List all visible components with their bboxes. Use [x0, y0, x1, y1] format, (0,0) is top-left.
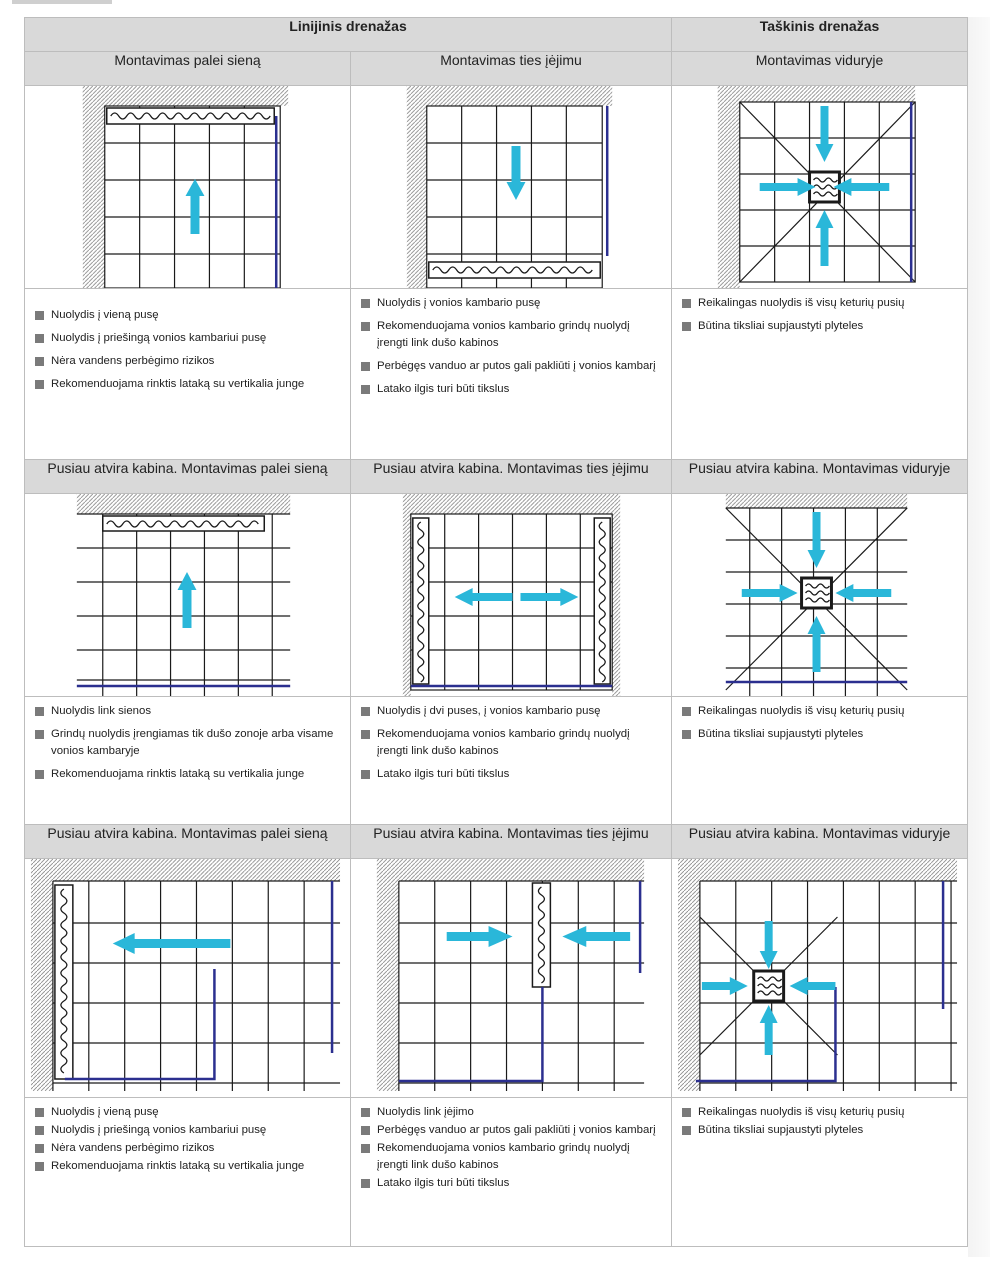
header-point-drainage: Taškinis drenažas: [672, 18, 968, 52]
drainage-table: [24, 17, 968, 1247]
row3-col1-diagram: [25, 859, 351, 1098]
note: Nuolydis į dvi puses, į vonios kambario pusę: [361, 703, 663, 720]
row2-col2-notes: [351, 697, 672, 825]
note: Reikalingas nuolydis iš visų keturių pusių: [682, 703, 959, 720]
diagram-half-open-side-entrance: [351, 859, 671, 1097]
note: Rekomenduojama rinktis lataką su vertikalia junge: [35, 766, 342, 783]
row3-col3-diagram: [672, 859, 968, 1098]
diagram-half-open-center: [672, 494, 967, 696]
row3-col1-title: Pusiau atvira kabina. Montavimas palei sieną: [25, 825, 351, 859]
diagram-half-open-side-center: [672, 859, 967, 1097]
row2-col3-title: Pusiau atvira kabina. Montavimas viduryje: [672, 460, 968, 494]
note: Rekomenduojama vonios kambario grindų nuolydį įrengti link dušo kabinos: [361, 318, 663, 352]
note: Nuolydis į vieną pusę: [35, 307, 342, 324]
linear-drain-channel: [429, 262, 600, 278]
diagram-center-point-drain: [672, 86, 967, 288]
note: Nėra vandens perbėgimo rizikos: [35, 1140, 342, 1157]
note: Nuolydis link sienos: [35, 703, 342, 720]
note: Reikalingas nuolydis iš visų keturių pusių: [682, 295, 959, 312]
row1-col2-diagram: [351, 86, 672, 289]
row1-col2-notes: [351, 289, 672, 460]
note: Rekomenduojama rinktis lataką su vertikalia junge: [35, 1158, 342, 1175]
note: Nėra vandens perbėgimo rizikos: [35, 353, 342, 370]
diagram-half-open-wall: [25, 494, 350, 696]
note: Nuolydis link įėjimo: [361, 1104, 663, 1121]
note: Perbėgęs vanduo ar putos gali pakliūti į vonios kambarį: [361, 358, 663, 375]
note: Perbėgęs vanduo ar putos gali pakliūti į vonios kambarį: [361, 1122, 663, 1139]
note: Rekomenduojama vonios kambario grindų nuolydį įrengti link dušo kabinos: [361, 1140, 663, 1174]
row1-col3-diagram: [672, 86, 968, 289]
row2-col3-notes: [672, 697, 968, 825]
row3-col2-notes: [351, 1098, 672, 1247]
row2-col3-diagram: [672, 494, 968, 697]
note: Latako ilgis turi būti tikslus: [361, 381, 663, 398]
row2-col1-diagram: [25, 494, 351, 697]
note: Rekomenduojama rinktis lataką su vertikalia junge: [35, 376, 342, 393]
row1-col3-title: Montavimas viduryje: [672, 52, 968, 86]
note: Nuolydis į priešingą vonios kambariui pusę: [35, 1122, 342, 1139]
row2-col2-title: Pusiau atvira kabina. Montavimas ties įėjimu: [351, 460, 672, 494]
row3-col2-title: Pusiau atvira kabina. Montavimas ties įėjimu: [351, 825, 672, 859]
row1-col1-title: Montavimas palei sieną: [25, 52, 351, 86]
row2-col1-title: Pusiau atvira kabina. Montavimas palei sieną: [25, 460, 351, 494]
row3-col2-diagram: [351, 859, 672, 1098]
note: Būtina tiksliai supjaustyti plyteles: [682, 726, 959, 743]
note: Nuolydis į vieną pusę: [35, 1104, 342, 1121]
note: Rekomenduojama vonios kambario grindų nuolydį įrengti link dušo kabinos: [361, 726, 663, 760]
row3-col3-title: Pusiau atvira kabina. Montavimas viduryje: [672, 825, 968, 859]
flow-arrow-down: [507, 146, 526, 200]
diagram-entrance-channel: [351, 86, 671, 288]
row1-col1-notes: [25, 289, 351, 460]
row1-col2-title: Montavimas ties įėjimu: [351, 52, 672, 86]
note: Grindų nuolydis įrengiamas tik dušo zonoje arba visame vonios kambaryje: [35, 726, 342, 760]
note: Latako ilgis turi būti tikslus: [361, 766, 663, 783]
row1-col3-notes: [672, 289, 968, 460]
page-edge-shadow: [968, 17, 990, 1257]
note: Nuolydis į vonios kambario pusę: [361, 295, 663, 312]
linear-drain-channel: [107, 108, 274, 124]
diagram-wall-channel: [25, 86, 350, 288]
hatch-top-wall: [83, 86, 288, 106]
note: Būtina tiksliai supjaustyti plyteles: [682, 318, 959, 335]
note: Būtina tiksliai supjaustyti plyteles: [682, 1122, 959, 1139]
note: Latako ilgis turi būti tikslus: [361, 1175, 663, 1192]
row3-col1-notes: [25, 1098, 351, 1247]
header-linear-drainage: Linijinis drenažas: [25, 18, 672, 52]
diagram-half-open-entrance: [351, 494, 671, 696]
note: Nuolydis į priešingą vonios kambariui pusę: [35, 330, 342, 347]
row2-col1-notes: [25, 697, 351, 825]
note: Reikalingas nuolydis iš visų keturių pusių: [682, 1104, 959, 1121]
row1-col1-diagram: [25, 86, 351, 289]
row2-col2-diagram: [351, 494, 672, 697]
row3-col3-notes: [672, 1098, 968, 1247]
flow-arrow-up: [186, 179, 205, 234]
top-decoration: [12, 0, 112, 4]
hatch-left-wall: [83, 86, 105, 288]
diagram-half-open-side-wall: [25, 859, 350, 1097]
